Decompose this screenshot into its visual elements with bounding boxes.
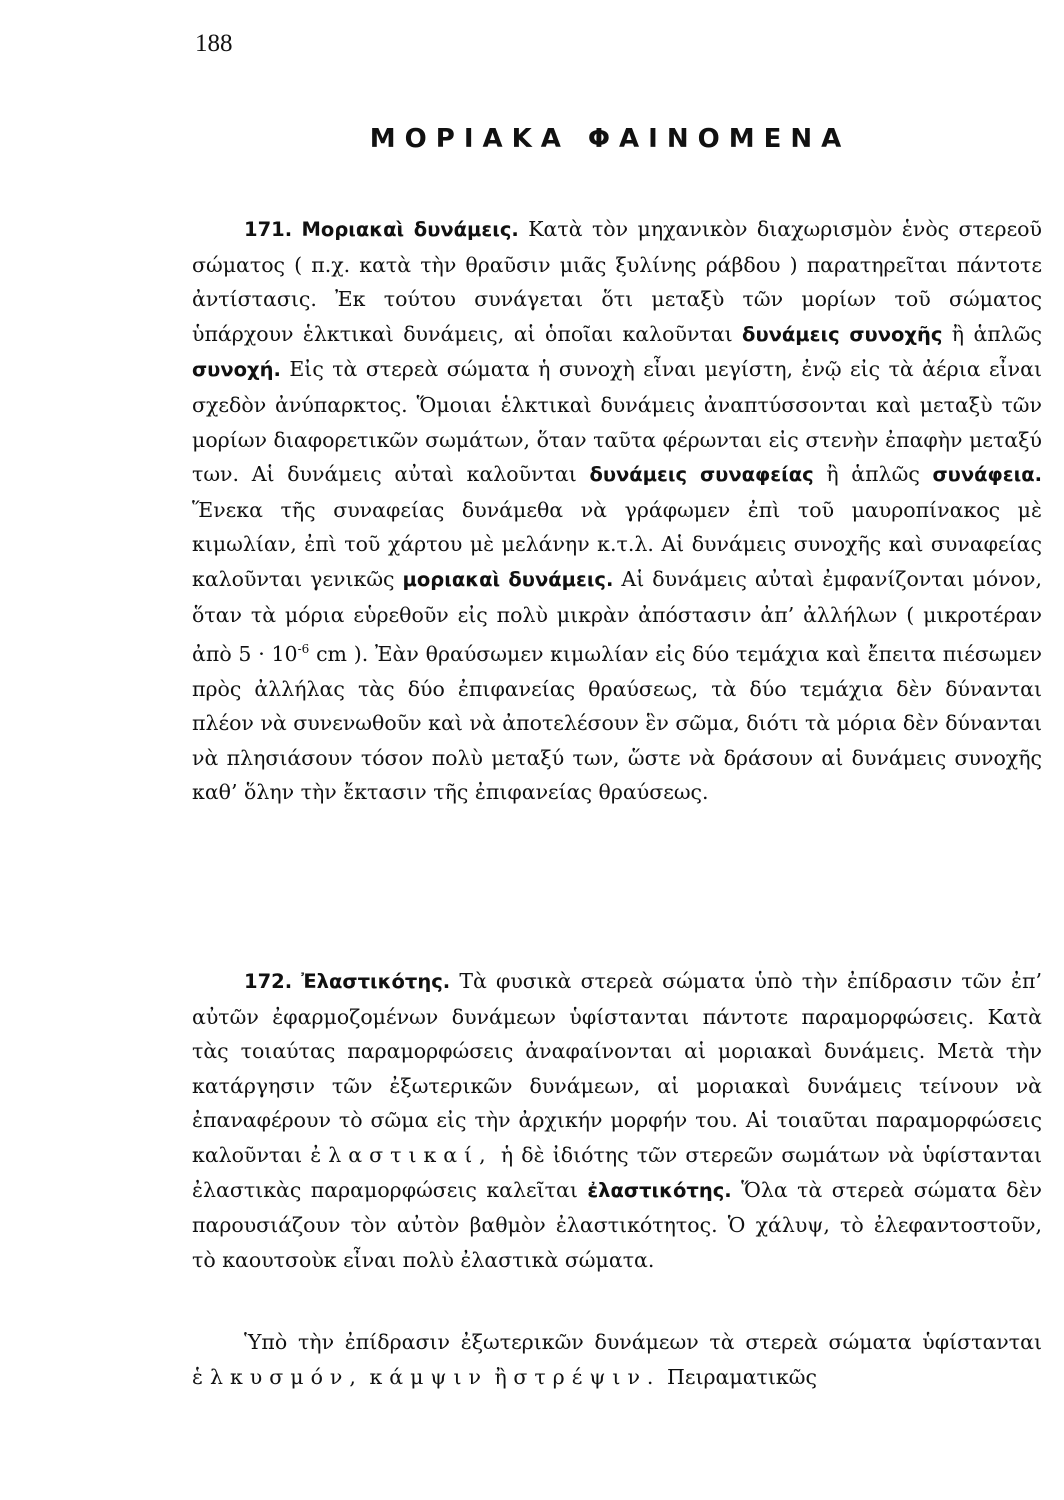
text-run: Τὰ φυσικὰ στερεὰ σώματα ὑπὸ τὴν ἐπίδρασιν τῶν ἐπ’ αὐτῶν ἐφαρμοζομένων δυνάμεων ὑφίστανται πάντοτε παραμορφώσεις. Κατὰ τὰς τοιαύτας παραμορφώσεις ἀναφαίνονται αἱ μοριακαὶ δυνάμεις. Μετὰ τὴν κατάργησιν τῶν ἐξωτερικῶν δυνάμεων, αἱ μοριακαὶ δυνάμεις τείνουν νὰ ἐπαναφέρουν τὸ σῶμα εἰς τὴν ἀρχικήν μορφήν του. Αἱ τοιαῦται παραμορφώσεις καλοῦνται: [192, 969, 1042, 1167]
section-171-heading: Μοριακαὶ δυνάμεις.: [301, 218, 519, 241]
spaced-term: κάμψιν: [369, 1364, 488, 1389]
text-run: Εἰς τὰ στερεὰ σώματα ἡ συνοχὴ εἶναι μεγίστη, ἐνῷ εἰς τὰ ἀέρια εἶναι σχεδὸν ἀνύπαρκτος. Ὅμοιαι ἑλκτικαὶ δυνάμεις ἀναπτύσσονται καὶ μεταξὺ τῶν μορίων διαφορετικῶν σωμάτων, ὅταν ταῦτα φέρωνται εἰς στενὴν ἐπαφὴν μεταξύ των. Αἱ δυνάμεις αὐταὶ καλοῦνται: [192, 357, 1042, 487]
section-172-number: 172.: [244, 970, 293, 993]
text-run: cm ). Ἐὰν θραύσωμεν κιμωλίαν εἰς δύο τεμάχια καὶ ἔπειτα πιέσωμεν πρὸς ἀλλήλας τὰς δύο ἐπιφανείας θραύσεως, τὰ δύο τεμάχια δὲν δύνανται πλέον νὰ συνενωθοῦν καὶ νὰ ἀποτελέσουν ἓν σῶμα, διότι τὰ μόρια δὲν δύνανται νὰ πλησιάσουν τόσον πολὺ μεταξύ των, ὥστε νὰ δράσουν αἱ δυνάμεις συνοχῆς καθ’ ὅλην τὴν ἔκτασιν τῆς ἐπιφανείας θραύσεως.: [192, 641, 1042, 805]
section-172-paragraph: [192, 964, 1042, 1277]
text-run: ἢ ἁπλῶς: [813, 462, 933, 487]
text-run: Πειραματικῶς: [660, 1364, 817, 1389]
text-run: ἢ ἁπλῶς: [942, 321, 1042, 346]
page-number: 188: [195, 30, 233, 57]
exponent: -6: [297, 642, 310, 657]
text-run: Κατὰ τὸν μηχανικὸν διαχωρισμὸν ἑνὸς στερεοῦ σώματος ( π.χ. κατὰ τὴν θραῦσιν μιᾶς ξυλίνης ράβδου ) παρατηρεῖται πάντοτε ἀντίστασις. Ἐκ τούτου συνάγεται ὅτι μεταξὺ τῶν μορίων τοῦ σώματος ὑπάρχουν ἑλκτικαὶ δυνάμεις, αἱ ὁποῖαι καλοῦνται: [192, 217, 1042, 346]
section-172-heading: Ἐλαστικότης.: [301, 970, 451, 993]
section-171-number: 171.: [244, 218, 293, 241]
bold-term: μοριακαὶ δυνάμεις.: [402, 567, 614, 591]
bold-term: δυνάμεις συνοχῆς: [742, 322, 943, 346]
text-run: ἢ: [488, 1364, 514, 1389]
text-run: Ὅλα τὰ στερεὰ σώματα δὲν παρουσιάζουν τὸν αὐτὸν βαθμὸν ἐλαστικότητος. Ὁ χάλυψ, τὸ ἐλεφαντοστοῦν, τὸ καουτσοὺκ εἶναι πολὺ ἐλαστικὰ σώματα.: [192, 1177, 1043, 1272]
text-run: Αἱ δυνάμεις αὐταὶ ἐμφανίζονται μόνον, ὅταν τὰ μόρια εὑρεθοῦν εἰς πολὺ μικρὰν ἀπόστασιν ἀπ’ ἀλλήλων ( μικροτέραν ἀπὸ 5 · 10: [192, 566, 1042, 666]
spaced-term: ἑλκυσμόν,: [192, 1364, 363, 1389]
spaced-term: ἐλαστικαί,: [310, 1142, 493, 1167]
bold-term: δυνάμεις συναφείας: [589, 463, 814, 487]
spaced-term: στρέψιν.: [513, 1364, 661, 1389]
section-171-paragraph: [192, 212, 1042, 810]
paragraph-2: [192, 1325, 1042, 1394]
text-run: ἡ δὲ ἰδιότης τῶν στερεῶν σωμάτων νὰ ὑφίστανται ἐλαστικὰς παραμορφώσεις καλεῖται: [192, 1142, 1042, 1202]
text-run: Ὑπὸ τὴν ἐπίδρασιν ἐξωτερικῶν δυνάμεων τὰ στερεὰ σώματα ὑφίστανται: [244, 1330, 1042, 1354]
chapter-title: ΜΟΡΙΑΚΑ ΦΑΙΝΟΜΕΝΑ: [369, 124, 851, 154]
text-run: Ἕνεκα τῆς συναφείας δυνάμεθα νὰ γράφωμεν ἐπὶ τοῦ μαυροπίνακος μὲ κιμωλίαν, ἐπὶ τοῦ χάρτου μὲ μελάνην κ.τ.λ. Αἱ δυνάμεις συνοχῆς καὶ συναφείας καλοῦνται γενικῶς: [192, 497, 1042, 591]
bold-term: ἐλαστικότης.: [587, 1178, 732, 1202]
bold-term: συνάφεια.: [932, 463, 1043, 487]
bold-term: συνοχή.: [192, 358, 281, 382]
